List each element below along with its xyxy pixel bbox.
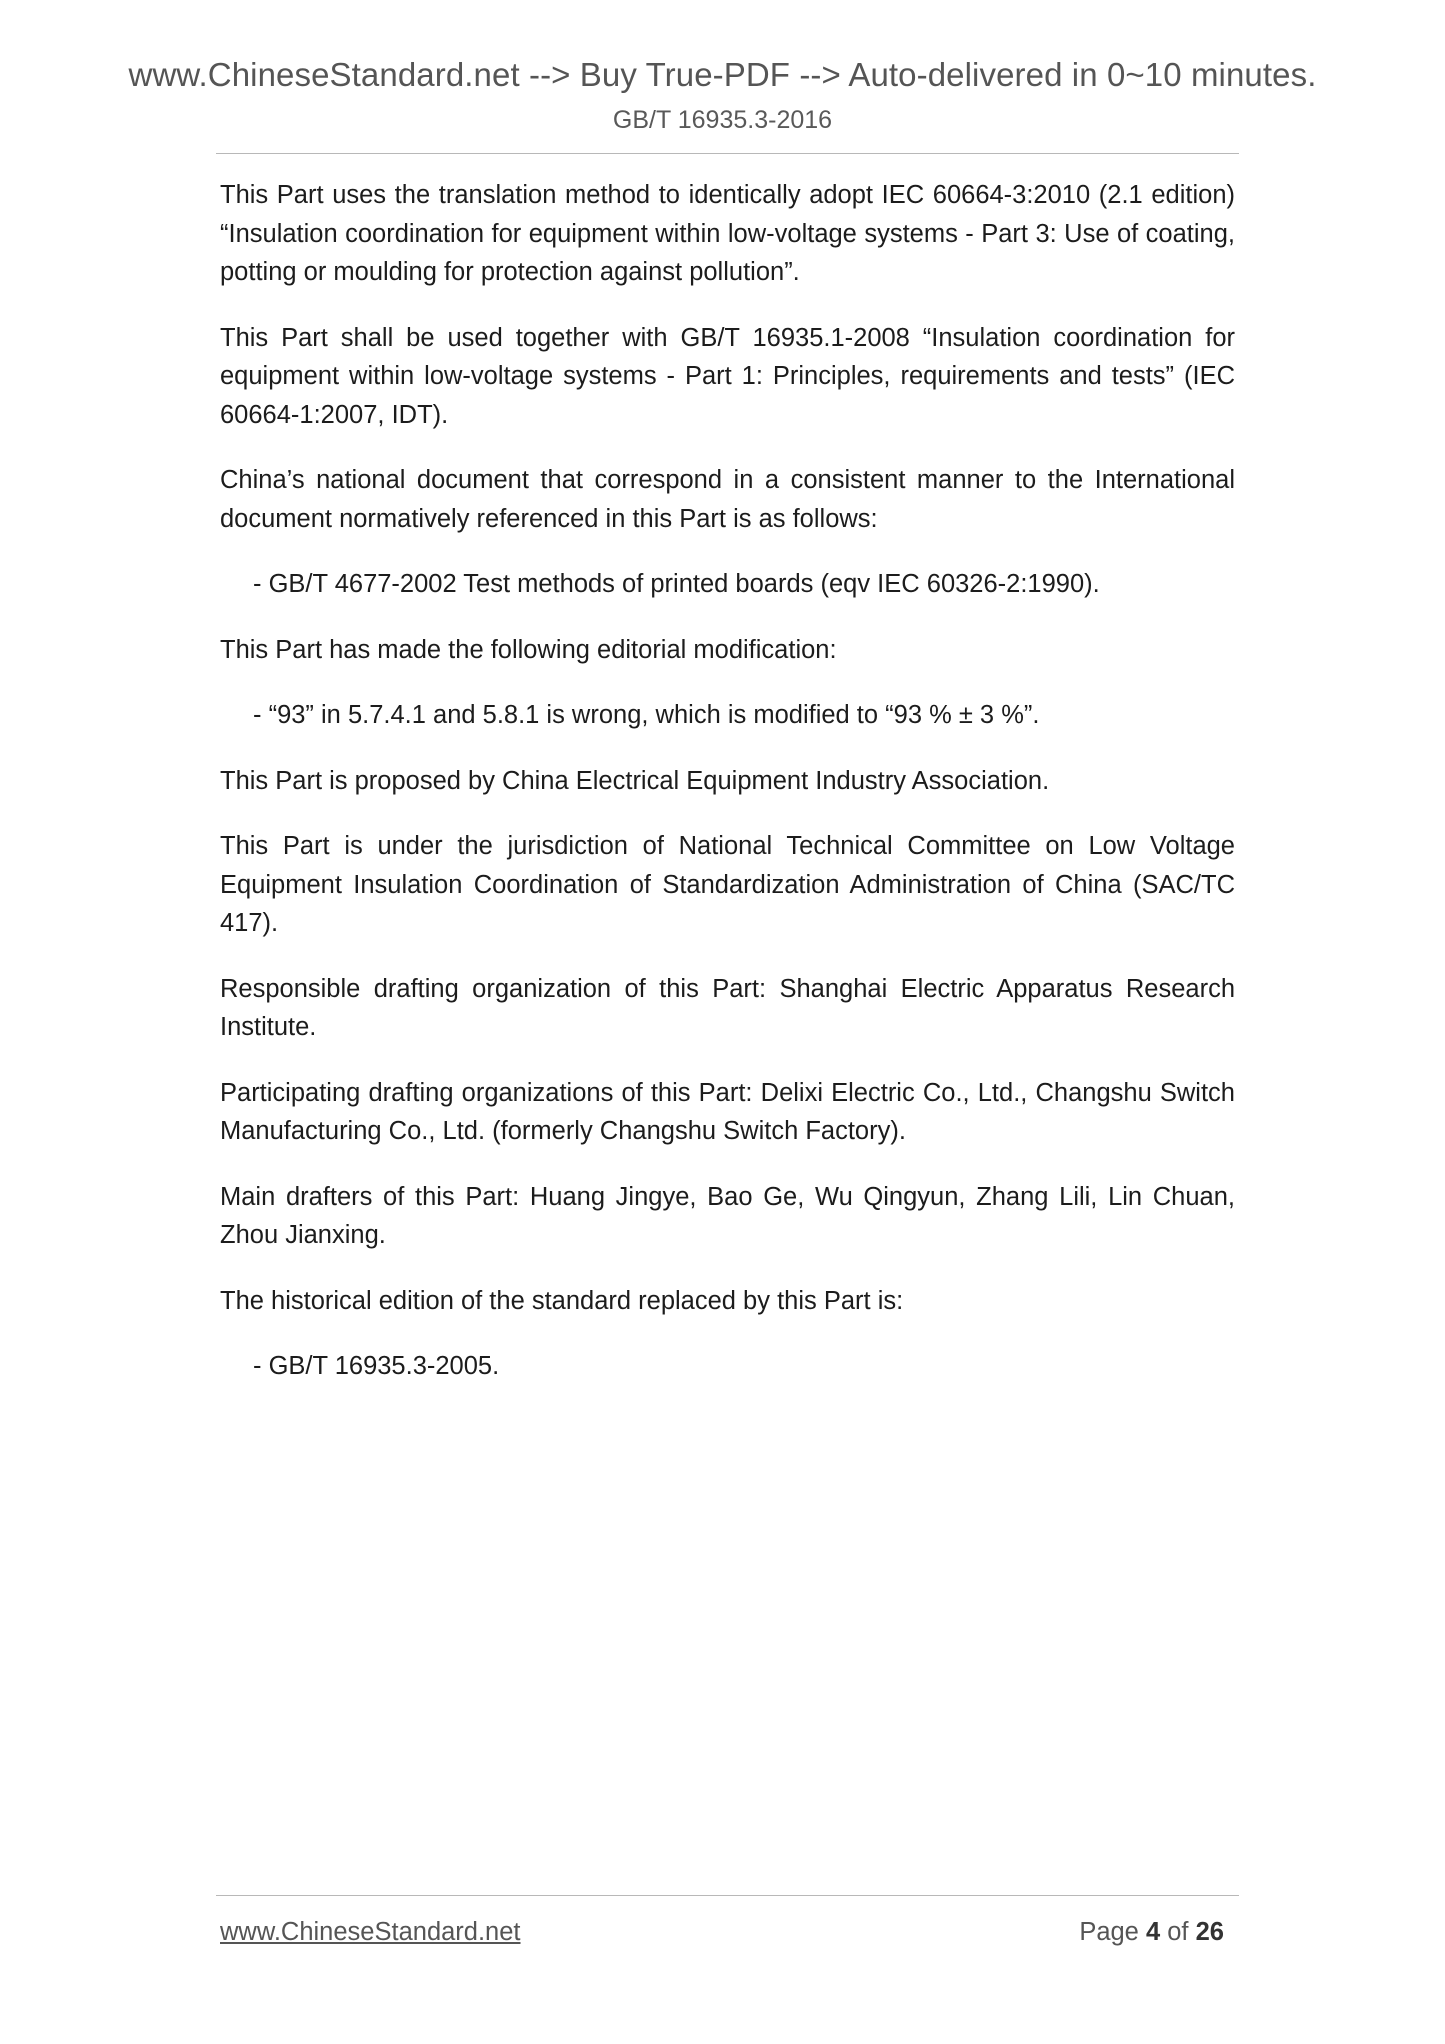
page-current: 4 <box>1145 1918 1161 1946</box>
paragraph-modification: This Part has made the following editorial modification: <box>220 635 837 664</box>
paragraph-proposed-by: This Part is proposed by China Electrical Equipment Industry Association. <box>220 766 1050 795</box>
paragraph-usage: This Part shall be used together with GB/T 16935.1-2008 “Insulation coordination for equipment within low-voltage systems - Part 1: Principles, requirements and tests” (IEC 60664-1:2007, IDT). <box>220 323 1235 429</box>
header-divider <box>216 153 1239 154</box>
paragraph-adoption: This Part uses the translation method to identically adopt IEC 60664-3:2010 (2.1 edition) “Insulation coordination for equipment within low-voltage systems - Part 3: Use of coating, potting or moulding for protection against pollution”. <box>220 181 1235 286</box>
list-item-modification: - “93” in 5.7.4.1 and 5.8.1 is wrong, which is modified to “93 % ± 3 %”. <box>253 701 1040 729</box>
paragraph-participating-orgs: Participating drafting organizations of this Part: Delixi Electric Co., Ltd., Changshu Switch Manufacturing Co., Ltd. (formerly Changshu Switch Factory). <box>220 1078 1235 1145</box>
standard-code: GB/T 16935.3-2016 <box>612 106 833 134</box>
paragraph-historical-edition: The historical edition of the standard replaced by this Part is: <box>220 1286 904 1315</box>
list-item-reference: - GB/T 4677-2002 Test methods of printed boards (eqv IEC 60326-2:1990). <box>253 570 1100 598</box>
footer-site-link[interactable]: www.ChineseStandard.net <box>220 1918 521 1946</box>
paragraph-jurisdiction: This Part is under the jurisdiction of National Technical Committee on Low Voltage Equipment Insulation Coordination of Standardization Administration of China (SAC/TC 417). <box>220 832 1235 937</box>
document-body <box>220 176 1235 1413</box>
paragraph-drafters: Main drafters of this Part: Huang Jingye, Bao Ge, Wu Qingyun, Zhang Lili, Lin Chuan, Zhou Jianxing. <box>220 1182 1235 1249</box>
page-number <box>1079 1918 1224 1947</box>
list-item-historical-edition: - GB/T 16935.3-2005. <box>253 1352 500 1380</box>
header-banner: www.ChineseStandard.net --> Buy True-PDF --> Auto-delivered in 0~10 minutes. <box>128 56 1317 93</box>
paragraph-responsible-org: Responsible drafting organization of this Part: Shanghai Electric Apparatus Research Institute. <box>220 974 1235 1041</box>
footer-divider <box>216 1895 1239 1896</box>
page-prefix: Page <box>1079 1918 1139 1946</box>
page-total: 26 <box>1195 1918 1224 1946</box>
page-of: of <box>1167 1918 1189 1946</box>
paragraph-national-reference: China’s national document that correspond in a consistent manner to the International document normatively referenced in this Part is as follows: <box>220 466 1235 533</box>
